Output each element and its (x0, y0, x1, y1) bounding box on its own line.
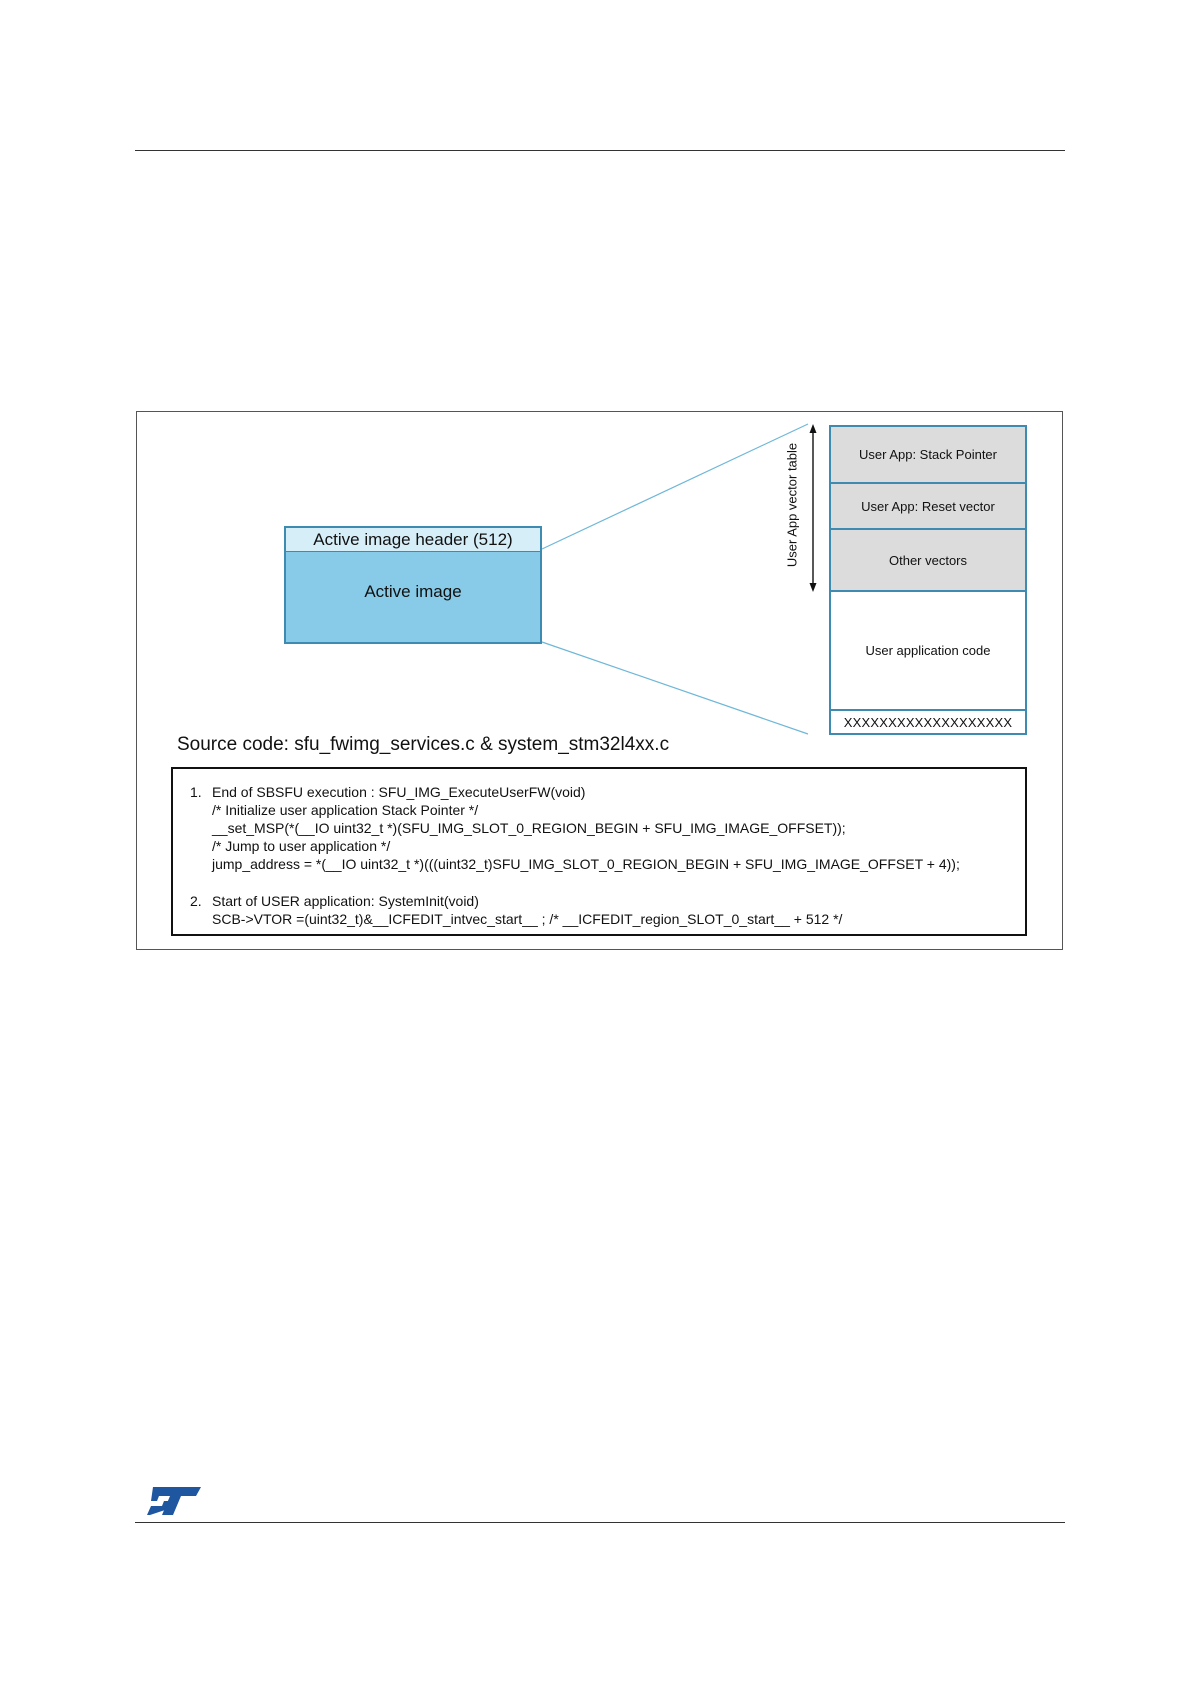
arrow-up-icon (810, 424, 817, 433)
source-code-title: Source code: sfu_fwimg_services.c & system_stm32l4xx.c (177, 734, 670, 755)
segment-stack-pointer: User App: Stack Pointer (831, 427, 1025, 484)
code-line: jump_address = *(__IO uint32_t *)(((uint32_t)SFU_IMG_SLOT_0_REGION_BEGIN + SFU_IMG_IMAGE_OFFSET + 4)); (212, 856, 960, 872)
segment-reset-vector: User App: Reset vector (831, 484, 1025, 530)
code-line: /* Initialize user application Stack Pointer */ (212, 802, 479, 818)
code-line: Start of USER application: SystemInit(void) (212, 893, 479, 909)
active-image-header-box (284, 526, 542, 553)
code-box (171, 767, 1027, 936)
projection-line-bottom (542, 642, 808, 734)
segment-user-application-code: User application code (831, 592, 1025, 711)
arrow-down-icon (810, 583, 817, 592)
active-image-box (284, 551, 542, 644)
projection-line-top (542, 424, 808, 549)
st-logo-icon (145, 1485, 203, 1517)
step-number: 2. (190, 893, 202, 909)
vector-table-column (829, 425, 1027, 735)
active-image-label: Active image (364, 582, 462, 601)
code-line: End of SBSFU execution : SFU_IMG_ExecuteUserFW(void) (212, 784, 586, 800)
code-line: __set_MSP(*(__IO uint32_t *)(SFU_IMG_SLOT_0_REGION_BEGIN + SFU_IMG_IMAGE_OFFSET)); (212, 820, 846, 836)
code-line: /* Jump to user application */ (212, 838, 391, 854)
code-line: SCB->VTOR =(uint32_t)&__ICFEDIT_intvec_start__ ; /* __ICFEDIT_region_SLOT_0_start__ + 512 */ (212, 911, 843, 927)
step-number: 1. (190, 784, 202, 800)
footer-rule (135, 1522, 1065, 1523)
segment-xxx-filler: XXXXXXXXXXXXXXXXXXX (831, 711, 1025, 733)
segment-other-vectors: Other vectors (831, 530, 1025, 592)
active-image-header-label: Active image header (512) (313, 529, 513, 549)
